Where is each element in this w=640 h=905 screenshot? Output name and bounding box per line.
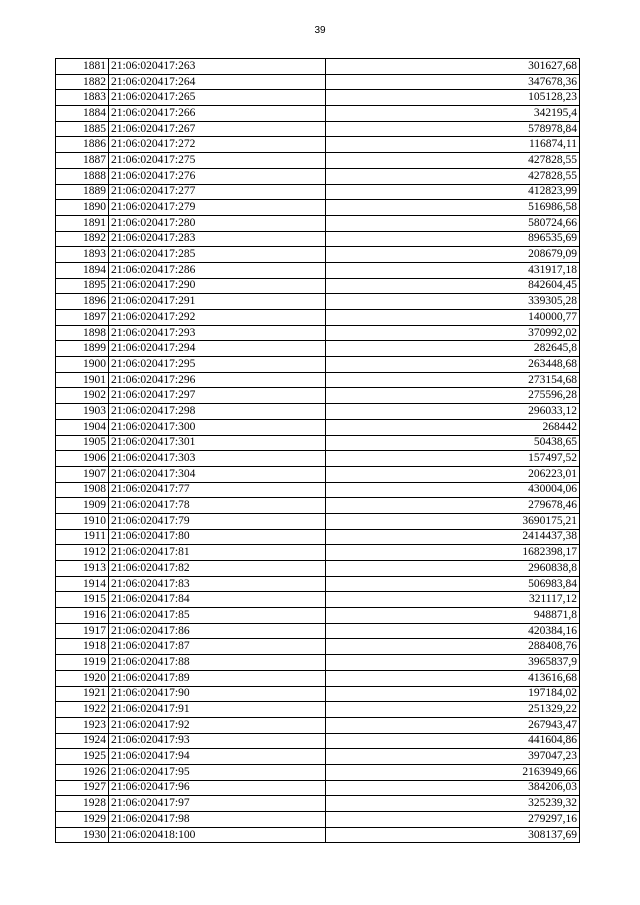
table-row — [56, 121, 580, 137]
cadastral-number-cell: 21:06:020417:275 — [109, 153, 326, 169]
cadastral-value-cell: 140000,77 — [326, 310, 580, 326]
cadastral-number-cell: 21:06:020417:83 — [109, 576, 326, 592]
cadastral-value-cell: 397047,23 — [326, 749, 580, 765]
cadastral-value-cell: 896535,69 — [326, 231, 580, 247]
row-number-cell: 1892 — [56, 231, 109, 247]
table-row — [56, 733, 580, 749]
row-number-cell: 1926 — [56, 764, 109, 780]
row-number-cell: 1914 — [56, 576, 109, 592]
cadastral-value-cell: 301627,68 — [326, 59, 580, 75]
row-number-cell: 1888 — [56, 168, 109, 184]
table-row — [56, 686, 580, 702]
table-row — [56, 639, 580, 655]
row-number-cell: 1902 — [56, 388, 109, 404]
table-row — [56, 262, 580, 278]
cadastral-value-cell: 2414437,38 — [326, 529, 580, 545]
cadastral-number-cell: 21:06:020417:267 — [109, 121, 326, 137]
row-number-cell: 1884 — [56, 106, 109, 122]
cadastral-value-cell: 206223,01 — [326, 466, 580, 482]
cadastral-number-cell: 21:06:020417:272 — [109, 137, 326, 153]
cadastral-number-cell: 21:06:020417:297 — [109, 388, 326, 404]
row-number-cell: 1909 — [56, 498, 109, 514]
cadastral-number-cell: 21:06:020417:98 — [109, 812, 326, 828]
row-number-cell: 1883 — [56, 90, 109, 106]
row-number-cell: 1913 — [56, 561, 109, 577]
table-row — [56, 59, 580, 75]
row-number-cell: 1908 — [56, 482, 109, 498]
cadastral-number-cell: 21:06:020417:300 — [109, 419, 326, 435]
table-row — [56, 310, 580, 326]
table-row — [56, 576, 580, 592]
row-number-cell: 1900 — [56, 357, 109, 373]
cadastral-value-cell: 370992,02 — [326, 325, 580, 341]
table-row — [56, 592, 580, 608]
row-number-cell: 1929 — [56, 812, 109, 828]
cadastral-value-cell: 431917,18 — [326, 262, 580, 278]
row-number-cell: 1920 — [56, 670, 109, 686]
table-row — [56, 372, 580, 388]
cadastral-value-cell: 1682398,17 — [326, 545, 580, 561]
cadastral-value-cell: 3965837,9 — [326, 655, 580, 671]
table-row — [56, 325, 580, 341]
cadastral-value-cell: 347678,36 — [326, 74, 580, 90]
cadastral-value-cell: 427828,55 — [326, 168, 580, 184]
row-number-cell: 1915 — [56, 592, 109, 608]
cadastral-number-cell: 21:06:020417:263 — [109, 59, 326, 75]
row-number-cell: 1912 — [56, 545, 109, 561]
table-row — [56, 200, 580, 216]
table-row — [56, 231, 580, 247]
row-number-cell: 1918 — [56, 639, 109, 655]
cadastral-value-cell: 842604,45 — [326, 278, 580, 294]
table-body — [56, 59, 580, 843]
cadastral-number-cell: 21:06:020417:285 — [109, 247, 326, 263]
cadastral-value-cell: 282645,8 — [326, 341, 580, 357]
table-row — [56, 545, 580, 561]
cadastral-number-cell: 21:06:020417:97 — [109, 796, 326, 812]
table-row — [56, 278, 580, 294]
table-row — [56, 419, 580, 435]
row-number-cell: 1916 — [56, 608, 109, 624]
cadastral-number-cell: 21:06:020417:80 — [109, 529, 326, 545]
cadastral-number-cell: 21:06:020417:303 — [109, 451, 326, 467]
table-row — [56, 466, 580, 482]
cadastral-number-cell: 21:06:020417:295 — [109, 357, 326, 373]
table-row — [56, 482, 580, 498]
cadastral-value-cell: 412823,99 — [326, 184, 580, 200]
cadastral-number-cell: 21:06:020417:296 — [109, 372, 326, 388]
row-number-cell: 1896 — [56, 294, 109, 310]
table-row — [56, 388, 580, 404]
cadastral-value-cell: 427828,55 — [326, 153, 580, 169]
row-number-cell: 1919 — [56, 655, 109, 671]
cadastral-value-cell: 325239,32 — [326, 796, 580, 812]
cadastral-value-cell: 506983,84 — [326, 576, 580, 592]
row-number-cell: 1901 — [56, 372, 109, 388]
cadastral-number-cell: 21:06:020417:78 — [109, 498, 326, 514]
table-row — [56, 827, 580, 843]
table-row — [56, 106, 580, 122]
table-row — [56, 168, 580, 184]
cadastral-number-cell: 21:06:020417:266 — [109, 106, 326, 122]
row-number-cell: 1921 — [56, 686, 109, 702]
table-row — [56, 623, 580, 639]
row-number-cell: 1889 — [56, 184, 109, 200]
row-number-cell: 1885 — [56, 121, 109, 137]
cadastral-number-cell: 21:06:020417:290 — [109, 278, 326, 294]
row-number-cell: 1895 — [56, 278, 109, 294]
cadastral-number-cell: 21:06:020417:94 — [109, 749, 326, 765]
row-number-cell: 1928 — [56, 796, 109, 812]
cadastral-number-cell: 21:06:020417:79 — [109, 513, 326, 529]
table-row — [56, 498, 580, 514]
table-row — [56, 780, 580, 796]
cadastral-number-cell: 21:06:020417:301 — [109, 435, 326, 451]
cadastral-number-cell: 21:06:020417:93 — [109, 733, 326, 749]
row-number-cell: 1925 — [56, 749, 109, 765]
cadastral-value-cell: 116874,11 — [326, 137, 580, 153]
table-row — [56, 812, 580, 828]
cadastral-number-cell: 21:06:020417:291 — [109, 294, 326, 310]
cadastral-number-cell: 21:06:020417:92 — [109, 717, 326, 733]
cadastral-value-cell: 279297,16 — [326, 812, 580, 828]
cadastral-number-cell: 21:06:020417:96 — [109, 780, 326, 796]
table-row — [56, 749, 580, 765]
row-number-cell: 1890 — [56, 200, 109, 216]
row-number-cell: 1882 — [56, 74, 109, 90]
cadastral-value-cell: 430004,06 — [326, 482, 580, 498]
cadastral-number-cell: 21:06:020417:277 — [109, 184, 326, 200]
cadastral-value-cell: 279678,46 — [326, 498, 580, 514]
cadastral-value-cell: 308137,69 — [326, 827, 580, 843]
row-number-cell: 1881 — [56, 59, 109, 75]
cadastral-number-cell: 21:06:020417:88 — [109, 655, 326, 671]
cadastral-value-cell: 105128,23 — [326, 90, 580, 106]
cadastral-number-cell: 21:06:020417:81 — [109, 545, 326, 561]
cadastral-value-cell: 263448,68 — [326, 357, 580, 373]
cadastral-value-cell: 420384,16 — [326, 623, 580, 639]
row-number-cell: 1904 — [56, 419, 109, 435]
table-row — [56, 215, 580, 231]
page-number: 39 — [314, 25, 326, 36]
cadastral-value-cell: 275596,28 — [326, 388, 580, 404]
cadastral-value-cell: 296033,12 — [326, 404, 580, 420]
table-row — [56, 74, 580, 90]
cadastral-number-cell: 21:06:020417:265 — [109, 90, 326, 106]
table-row — [56, 357, 580, 373]
cadastral-number-cell: 21:06:020417:293 — [109, 325, 326, 341]
cadastral-value-cell: 3690175,21 — [326, 513, 580, 529]
cadastral-value-cell: 251329,22 — [326, 702, 580, 718]
row-number-cell: 1903 — [56, 404, 109, 420]
table-row — [56, 341, 580, 357]
cadastral-number-cell: 21:06:020417:95 — [109, 764, 326, 780]
cadastral-number-cell: 21:06:020417:86 — [109, 623, 326, 639]
cadastral-value-cell: 268442 — [326, 419, 580, 435]
row-number-cell: 1907 — [56, 466, 109, 482]
cadastral-number-cell: 21:06:020417:85 — [109, 608, 326, 624]
table-row — [56, 513, 580, 529]
table-row — [56, 717, 580, 733]
row-number-cell: 1886 — [56, 137, 109, 153]
row-number-cell: 1917 — [56, 623, 109, 639]
cadastral-value-cell: 342195,4 — [326, 106, 580, 122]
table-row — [56, 184, 580, 200]
cadastral-number-cell: 21:06:020417:91 — [109, 702, 326, 718]
cadastral-value-cell: 580724,66 — [326, 215, 580, 231]
cadastral-number-cell: 21:06:020417:280 — [109, 215, 326, 231]
table-row — [56, 435, 580, 451]
table-row — [56, 404, 580, 420]
row-number-cell: 1911 — [56, 529, 109, 545]
cadastral-value-cell: 2960838,8 — [326, 561, 580, 577]
cadastral-value-cell: 288408,76 — [326, 639, 580, 655]
cadastral-number-cell: 21:06:020417:90 — [109, 686, 326, 702]
table-row — [56, 451, 580, 467]
row-number-cell: 1897 — [56, 310, 109, 326]
cadastral-value-cell: 441604,86 — [326, 733, 580, 749]
cadastral-value-cell: 2163949,66 — [326, 764, 580, 780]
cadastral-number-cell: 21:06:020417:77 — [109, 482, 326, 498]
row-number-cell: 1893 — [56, 247, 109, 263]
cadastral-value-table — [55, 58, 580, 843]
cadastral-value-cell: 321117,12 — [326, 592, 580, 608]
row-number-cell: 1899 — [56, 341, 109, 357]
table-row — [56, 608, 580, 624]
cadastral-number-cell: 21:06:020417:283 — [109, 231, 326, 247]
cadastral-value-cell: 384206,03 — [326, 780, 580, 796]
table-row — [56, 153, 580, 169]
cadastral-value-cell: 208679,09 — [326, 247, 580, 263]
row-number-cell: 1891 — [56, 215, 109, 231]
row-number-cell: 1923 — [56, 717, 109, 733]
cadastral-value-cell: 157497,52 — [326, 451, 580, 467]
row-number-cell: 1887 — [56, 153, 109, 169]
cadastral-value-cell: 516986,58 — [326, 200, 580, 216]
cadastral-number-cell: 21:06:020417:304 — [109, 466, 326, 482]
table-row — [56, 655, 580, 671]
cadastral-number-cell: 21:06:020417:89 — [109, 670, 326, 686]
table-row — [56, 670, 580, 686]
table-row — [56, 796, 580, 812]
cadastral-number-cell: 21:06:020417:84 — [109, 592, 326, 608]
cadastral-value-cell: 50438,65 — [326, 435, 580, 451]
cadastral-number-cell: 21:06:020417:298 — [109, 404, 326, 420]
cadastral-number-cell: 21:06:020417:294 — [109, 341, 326, 357]
cadastral-number-cell: 21:06:020417:276 — [109, 168, 326, 184]
cadastral-number-cell: 21:06:020418:100 — [109, 827, 326, 843]
cadastral-number-cell: 21:06:020417:292 — [109, 310, 326, 326]
table-row — [56, 561, 580, 577]
cadastral-value-cell: 339305,28 — [326, 294, 580, 310]
cadastral-number-cell: 21:06:020417:82 — [109, 561, 326, 577]
row-number-cell: 1910 — [56, 513, 109, 529]
row-number-cell: 1905 — [56, 435, 109, 451]
cadastral-value-cell: 197184,02 — [326, 686, 580, 702]
table-row — [56, 529, 580, 545]
cadastral-number-cell: 21:06:020417:87 — [109, 639, 326, 655]
row-number-cell: 1924 — [56, 733, 109, 749]
row-number-cell: 1894 — [56, 262, 109, 278]
table-row — [56, 90, 580, 106]
table-row — [56, 247, 580, 263]
cadastral-value-cell: 267943,47 — [326, 717, 580, 733]
cadastral-number-cell: 21:06:020417:264 — [109, 74, 326, 90]
table-row — [56, 702, 580, 718]
cadastral-value-cell: 413616,68 — [326, 670, 580, 686]
row-number-cell: 1927 — [56, 780, 109, 796]
cadastral-value-cell: 578978,84 — [326, 121, 580, 137]
cadastral-value-cell: 948871,8 — [326, 608, 580, 624]
cadastral-number-cell: 21:06:020417:286 — [109, 262, 326, 278]
table-row — [56, 764, 580, 780]
row-number-cell: 1898 — [56, 325, 109, 341]
table-row — [56, 137, 580, 153]
row-number-cell: 1922 — [56, 702, 109, 718]
table-row — [56, 294, 580, 310]
row-number-cell: 1906 — [56, 451, 109, 467]
cadastral-value-cell: 273154,68 — [326, 372, 580, 388]
cadastral-number-cell: 21:06:020417:279 — [109, 200, 326, 216]
row-number-cell: 1930 — [56, 827, 109, 843]
